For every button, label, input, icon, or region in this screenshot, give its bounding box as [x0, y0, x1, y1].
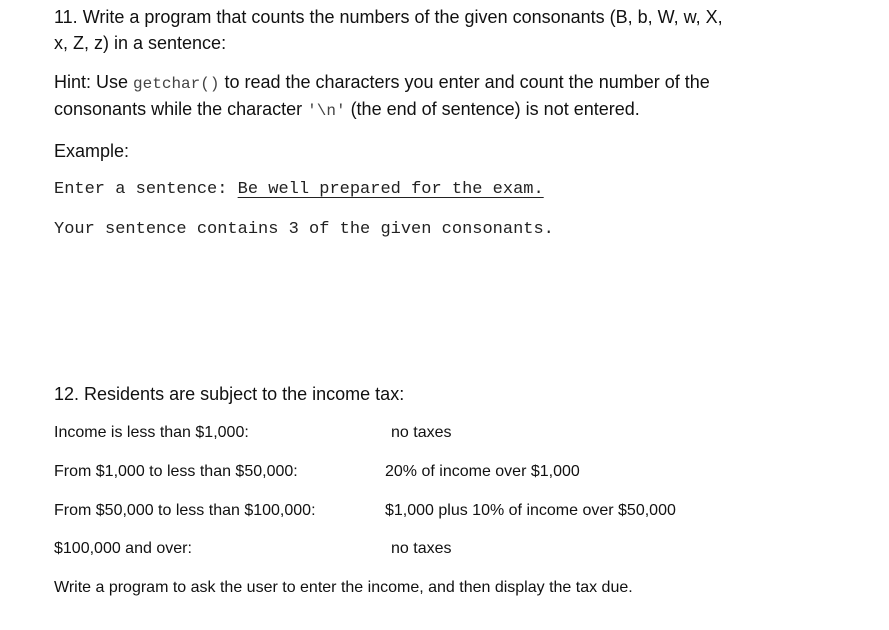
hint-line-1 [54, 70, 710, 96]
question-12-instruction: Write a program to ask the user to enter the income, and then display the tax due. [54, 579, 633, 596]
newline-char-code: '\n' [307, 102, 346, 120]
tax-row-4-income: $100,000 and over: [54, 540, 192, 557]
getchar-code: getchar() [133, 75, 220, 93]
example-prompt-line [54, 179, 544, 201]
hint-line-2 [54, 97, 640, 123]
example-output-line: Your sentence contains 3 of the given consonants. [54, 220, 554, 239]
hint-prefix: Hint: Use [54, 72, 134, 92]
tax-row-3-tax: $1,000 plus 10% of income over $50,000 [385, 502, 676, 519]
example-label: Example: [54, 141, 130, 161]
question-11-title-line-2: x, Z, z) in a sentence: [54, 33, 227, 53]
hint-suffix: to read the characters you enter and count the number of the [219, 72, 710, 92]
tax-row-4-tax: no taxes [391, 540, 452, 557]
hint-line-2-suffix: (the end of sentence) is not entered. [345, 99, 640, 119]
example-user-input: Be well prepared for the exam. [237, 180, 544, 199]
example-prompt-text: Enter a sentence: [54, 180, 228, 199]
question-11-title-line-1: 11. Write a program that counts the numbers of the given consonants (B, b, W, w, X, [54, 7, 723, 27]
tax-row-1-tax: no taxes [391, 424, 452, 441]
tax-row-1-income: Income is less than $1,000: [54, 424, 249, 441]
tax-row-2-tax: 20% of income over $1,000 [385, 463, 580, 480]
tax-row-3-income: From $50,000 to less than $100,000: [54, 502, 316, 519]
hint-line-2-prefix: consonants while the character [54, 99, 308, 119]
tax-row-2-income: From $1,000 to less than $50,000: [54, 463, 298, 480]
question-12-title: 12. Residents are subject to the income tax: [54, 384, 405, 404]
